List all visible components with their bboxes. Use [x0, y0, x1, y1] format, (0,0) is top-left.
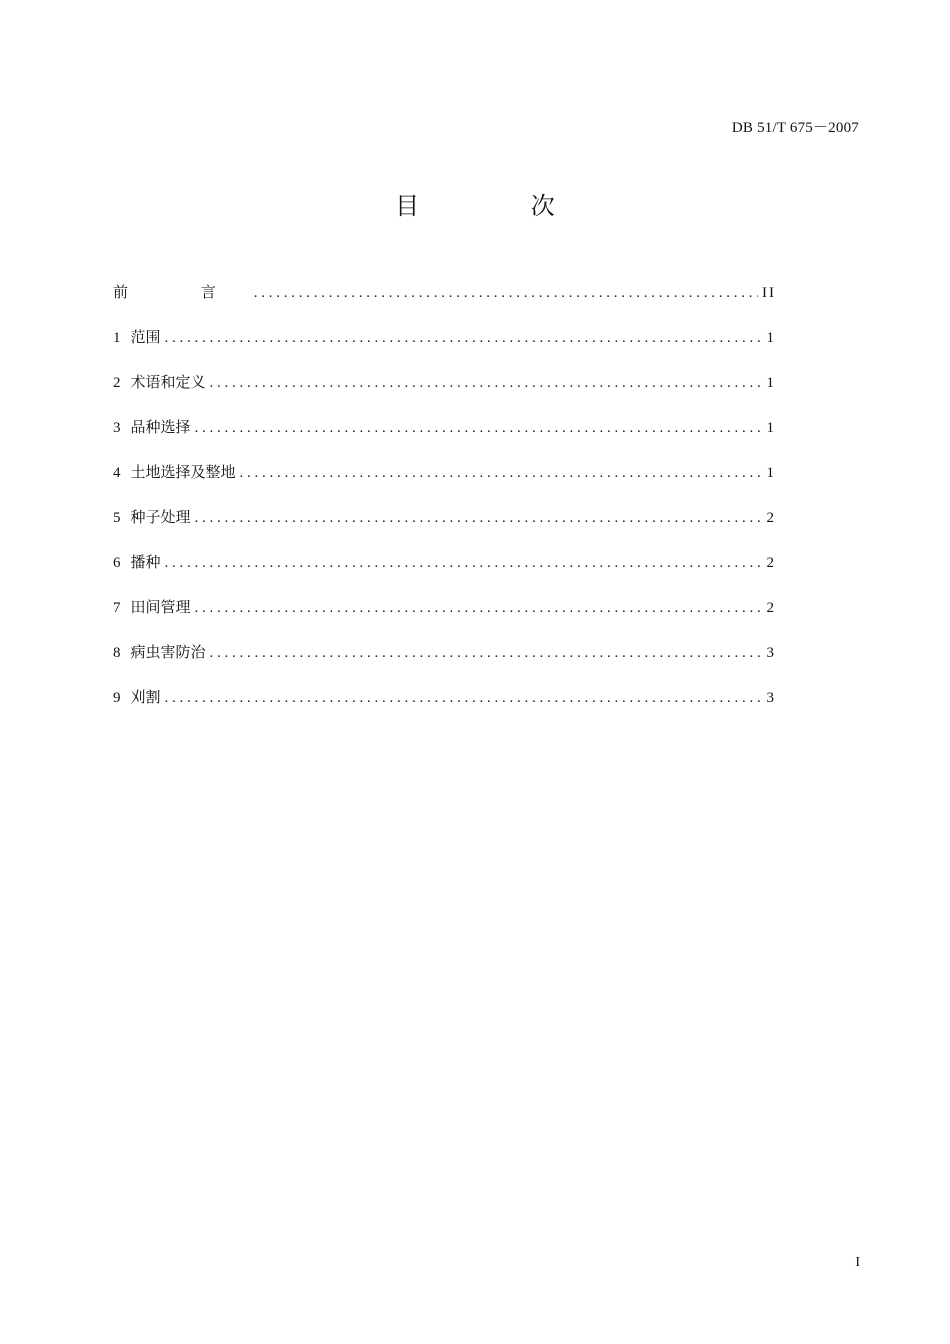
toc-entry-label: 范围: [130, 328, 161, 346]
toc-leader-dots: [254, 285, 758, 302]
toc-entry-number: 9: [113, 690, 121, 706]
toc-entry-label: 刈割: [130, 688, 161, 706]
toc-entry-label: 前 言: [113, 283, 250, 301]
toc-entry-page: 1: [766, 375, 776, 391]
toc-entry-page: 1: [766, 330, 776, 346]
toc-entry-label: 种子处理: [130, 508, 191, 526]
toc-entry-scope[interactable]: [113, 326, 776, 371]
toc-leader-dots: [165, 690, 763, 707]
table-of-contents: [113, 281, 776, 731]
toc-entry-label: 土地选择及整地: [130, 463, 236, 481]
toc-leader-dots: [210, 375, 763, 392]
toc-entry-land[interactable]: [113, 461, 776, 506]
toc-entry-number: 8: [113, 645, 121, 661]
toc-entry-harvest[interactable]: [113, 686, 776, 731]
toc-entry-pest[interactable]: [113, 641, 776, 686]
toc-entry-label: 术语和定义: [130, 373, 206, 391]
toc-entry-field[interactable]: [113, 596, 776, 641]
toc-entry-number: 7: [113, 600, 121, 616]
page-number: I: [855, 1255, 860, 1270]
toc-leader-dots: [195, 600, 763, 617]
toc-leader-dots: [165, 330, 763, 347]
toc-title: 目 次: [395, 192, 607, 220]
toc-entry-label: 田间管理: [130, 598, 191, 616]
toc-entry-number: 3: [113, 420, 121, 436]
toc-entry-page: 3: [766, 645, 776, 661]
toc-entry-page: 1: [766, 420, 776, 436]
toc-entry-page: II: [762, 285, 776, 301]
toc-entry-page: 2: [766, 510, 776, 526]
toc-leader-dots: [165, 555, 763, 572]
toc-leader-dots: [195, 510, 763, 527]
toc-entry-variety[interactable]: [113, 416, 776, 461]
toc-entry-seed[interactable]: [113, 506, 776, 551]
toc-entry-label: 病虫害防治: [130, 643, 206, 661]
toc-entry-terms[interactable]: [113, 371, 776, 416]
toc-entry-number: 6: [113, 555, 121, 571]
toc-entry-sowing[interactable]: [113, 551, 776, 596]
toc-leader-dots: [210, 645, 763, 662]
toc-entry-page: 3: [766, 690, 776, 706]
toc-entry-foreword[interactable]: [113, 281, 776, 326]
toc-entry-number: 5: [113, 510, 121, 526]
toc-entry-label: 品种选择: [130, 418, 191, 436]
toc-entry-page: 1: [766, 465, 776, 481]
toc-entry-page: 2: [766, 555, 776, 571]
toc-entry-number: 2: [113, 375, 121, 391]
toc-leader-dots: [240, 465, 763, 482]
toc-entry-number: 1: [113, 330, 121, 346]
document-code: DB 51/T 675－2007: [731, 120, 859, 136]
toc-entry-label: 播种: [130, 553, 161, 571]
toc-entry-page: 2: [766, 600, 776, 616]
toc-entry-number: 4: [113, 465, 121, 481]
toc-leader-dots: [195, 420, 763, 437]
